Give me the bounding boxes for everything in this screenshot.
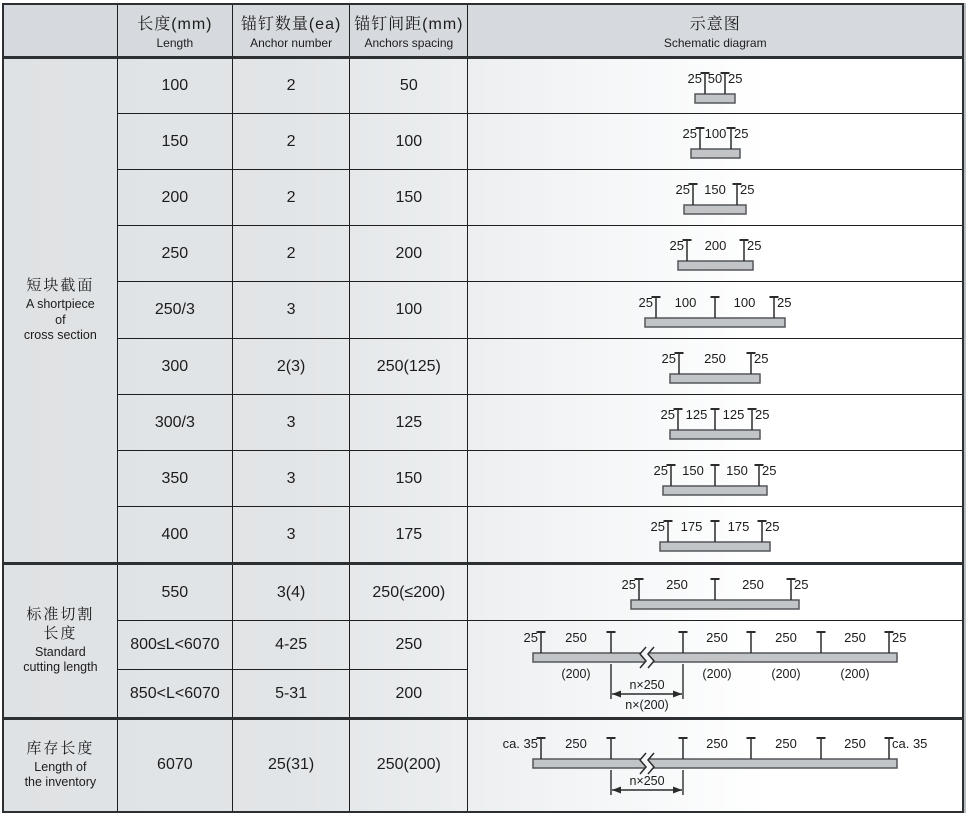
- table-row: [3, 395, 963, 451]
- svg-text:125: 125: [722, 407, 745, 422]
- length-value: 550: [117, 564, 232, 621]
- svg-text:25: 25: [777, 294, 792, 310]
- svg-text:250: 250: [704, 351, 727, 366]
- anchor-spacing-value: 100: [350, 282, 468, 339]
- anchor-count-value: 25(31): [232, 719, 349, 812]
- schematic-drawing: [649, 347, 781, 386]
- schematic-drawing: [663, 178, 767, 217]
- table-row: [3, 282, 963, 339]
- schematic-diagram-cell: [468, 564, 963, 621]
- anchor-spacing-value: 125: [350, 395, 468, 451]
- anchor-spacing-value: 150: [350, 170, 468, 226]
- schematic-drawing: [639, 515, 791, 554]
- anchor-count-value: 5-31: [232, 670, 349, 719]
- svg-text:150: 150: [726, 463, 749, 478]
- header-anchor-spacing-en: Anchors spacing: [364, 36, 454, 50]
- svg-text:(200): (200): [702, 666, 732, 681]
- anchor-count-value: 4-25: [232, 621, 349, 670]
- length-value: 100: [117, 58, 232, 114]
- svg-text:25: 25: [661, 351, 677, 366]
- svg-text:(200): (200): [771, 666, 801, 681]
- svg-text:25: 25: [675, 182, 691, 197]
- schematic-drawing: [624, 291, 806, 330]
- svg-text:50: 50: [707, 70, 723, 86]
- anchor-spacing-value: 250(125): [350, 339, 468, 395]
- table-row: [3, 114, 963, 170]
- svg-text:175: 175: [727, 519, 750, 534]
- anchor-count-value: 3: [232, 395, 349, 451]
- header-length-en: Length: [156, 36, 194, 50]
- svg-text:250: 250: [706, 736, 729, 752]
- svg-text:150: 150: [682, 463, 705, 478]
- schematic-drawing: [649, 403, 781, 442]
- section-label: [3, 58, 117, 564]
- svg-text:250: 250: [666, 577, 689, 592]
- schematic-drawing: [642, 459, 788, 498]
- svg-text:ca. 35: ca. 35: [892, 736, 928, 752]
- svg-text:25: 25: [523, 629, 539, 645]
- table-row: [3, 719, 963, 812]
- svg-text:25: 25: [621, 577, 637, 592]
- schematic-drawing: [483, 732, 947, 798]
- svg-text:125: 125: [685, 407, 708, 422]
- table-row: [3, 621, 963, 670]
- table-row: [3, 58, 963, 114]
- table-row: [3, 170, 963, 226]
- anchor-count-value: 3: [232, 282, 349, 339]
- svg-text:150: 150: [704, 182, 727, 197]
- svg-text:25: 25: [762, 463, 777, 478]
- svg-text:250: 250: [565, 736, 588, 752]
- svg-text:25: 25: [755, 407, 770, 422]
- schematic-drawing: [657, 234, 774, 273]
- svg-text:200: 200: [704, 238, 727, 253]
- schematic-diagram-cell: [468, 719, 963, 812]
- svg-text:25: 25: [765, 519, 780, 534]
- svg-text:25: 25: [794, 577, 809, 592]
- schematic-diagram-cell: [468, 395, 963, 451]
- anchor-spacing-value: 250(≤200): [350, 564, 468, 621]
- svg-text:(200): (200): [840, 666, 870, 681]
- svg-text:(200): (200): [561, 666, 591, 681]
- header-anchor-spacing-cn: 锚钉间距(mm): [354, 16, 464, 33]
- length-value: 350: [117, 451, 232, 507]
- schematic-diagram-cell: [468, 339, 963, 395]
- svg-text:175: 175: [680, 519, 703, 534]
- length-value: 250/3: [117, 282, 232, 339]
- length-value: 400: [117, 507, 232, 564]
- schematic-diagram-cell: [468, 114, 963, 170]
- length-value: 6070: [117, 719, 232, 812]
- header-row: [3, 4, 963, 58]
- svg-text:25: 25: [728, 70, 743, 86]
- anchor-count-value: 2: [232, 114, 349, 170]
- svg-text:n×250: n×250: [629, 774, 665, 789]
- svg-text:25: 25: [687, 70, 703, 86]
- length-value: 200: [117, 170, 232, 226]
- header-corner-cell: [3, 4, 117, 58]
- svg-text:25: 25: [669, 238, 684, 253]
- schematic-diagram-cell: [468, 170, 963, 226]
- schematic-diagram-cell: [468, 451, 963, 507]
- table-row: [3, 339, 963, 395]
- header-anchor-spacing: [350, 4, 468, 58]
- schematic-diagram-cell: [468, 507, 963, 564]
- anchor-count-value: 2(3): [232, 339, 349, 395]
- svg-text:100: 100: [733, 294, 756, 310]
- anchor-spacing-value: 250(200): [350, 719, 468, 812]
- anchor-spec-table: [2, 3, 964, 813]
- svg-text:100: 100: [674, 294, 697, 310]
- anchor-spacing-value: 50: [350, 58, 468, 114]
- svg-text:25: 25: [682, 126, 697, 141]
- length-value: 850<L<6070: [117, 670, 232, 719]
- svg-text:25: 25: [660, 407, 676, 422]
- table-row: [3, 226, 963, 282]
- section-label: [3, 564, 117, 719]
- svg-text:n×250: n×250: [629, 677, 665, 692]
- table-row: [3, 451, 963, 507]
- anchor-spacing-value: 250: [350, 621, 468, 670]
- schematic-drawing: [670, 122, 761, 161]
- section-label-en: Length of the inventory: [24, 759, 97, 790]
- table-row: [3, 564, 963, 621]
- svg-text:250: 250: [565, 629, 588, 645]
- length-value: 250: [117, 226, 232, 282]
- schematic-diagram-cell: [468, 621, 963, 719]
- schematic-diagram-cell: [468, 226, 963, 282]
- schematic-diagram-cell: [468, 58, 963, 114]
- anchor-spacing-value: 200: [350, 670, 468, 719]
- anchor-count-value: 2: [232, 170, 349, 226]
- schematic-drawing: [674, 67, 756, 106]
- svg-text:250: 250: [775, 736, 798, 752]
- anchor-count-value: 2: [232, 226, 349, 282]
- svg-text:n×(200): n×(200): [625, 697, 669, 712]
- anchor-spacing-value: 150: [350, 451, 468, 507]
- svg-text:25: 25: [638, 294, 654, 310]
- schematic-drawing: [610, 573, 820, 612]
- svg-text:25: 25: [754, 351, 769, 366]
- length-value: 300: [117, 339, 232, 395]
- length-value: 150: [117, 114, 232, 170]
- header-anchor-number: [232, 4, 349, 58]
- section-label-cn: 短块截面: [26, 277, 95, 295]
- svg-text:100: 100: [704, 126, 727, 141]
- svg-text:25: 25: [740, 182, 755, 197]
- table-body: [3, 58, 963, 812]
- svg-text:250: 250: [844, 736, 867, 752]
- svg-text:25: 25: [892, 629, 907, 645]
- anchor-count-value: 3: [232, 507, 349, 564]
- svg-text:25: 25: [746, 238, 762, 253]
- schematic-diagram-cell: [468, 282, 963, 339]
- svg-text:250: 250: [775, 629, 798, 645]
- svg-text:250: 250: [742, 577, 765, 592]
- table-row: [3, 507, 963, 564]
- svg-text:25: 25: [733, 126, 749, 141]
- svg-text:25: 25: [653, 463, 669, 478]
- table-header: [3, 4, 963, 58]
- header-schematic-cn: 示意图: [689, 16, 741, 33]
- header-anchor-number-en: Anchor number: [250, 36, 333, 50]
- svg-text:250: 250: [844, 629, 867, 645]
- section-label: [3, 719, 117, 812]
- header-anchor-number-cn: 锚钉数量(ea): [240, 16, 342, 33]
- header-length-cn: 长度(mm): [137, 16, 213, 33]
- svg-text:25: 25: [650, 519, 666, 534]
- anchor-count-value: 2: [232, 58, 349, 114]
- length-value: 800≤L<6070: [117, 621, 232, 670]
- header-length: [117, 4, 232, 58]
- anchor-spacing-value: 175: [350, 507, 468, 564]
- anchor-count-value: 3: [232, 451, 349, 507]
- section-label-en: A shortpiece of cross section: [23, 296, 97, 343]
- schematic-drawing: [512, 626, 918, 713]
- section-label-en: Standard cutting length: [23, 644, 98, 675]
- anchor-spacing-value: 100: [350, 114, 468, 170]
- header-schematic: [468, 4, 963, 58]
- section-label-cn: 库存长度: [26, 739, 95, 757]
- anchor-count-value: 3(4): [232, 564, 349, 621]
- anchor-spacing-value: 200: [350, 226, 468, 282]
- header-schematic-en: Schematic diagram: [663, 36, 767, 50]
- section-label-cn: 标准切割 长度: [26, 606, 95, 642]
- svg-text:250: 250: [706, 629, 729, 645]
- svg-text:ca. 35: ca. 35: [502, 736, 539, 752]
- length-value: 300/3: [117, 395, 232, 451]
